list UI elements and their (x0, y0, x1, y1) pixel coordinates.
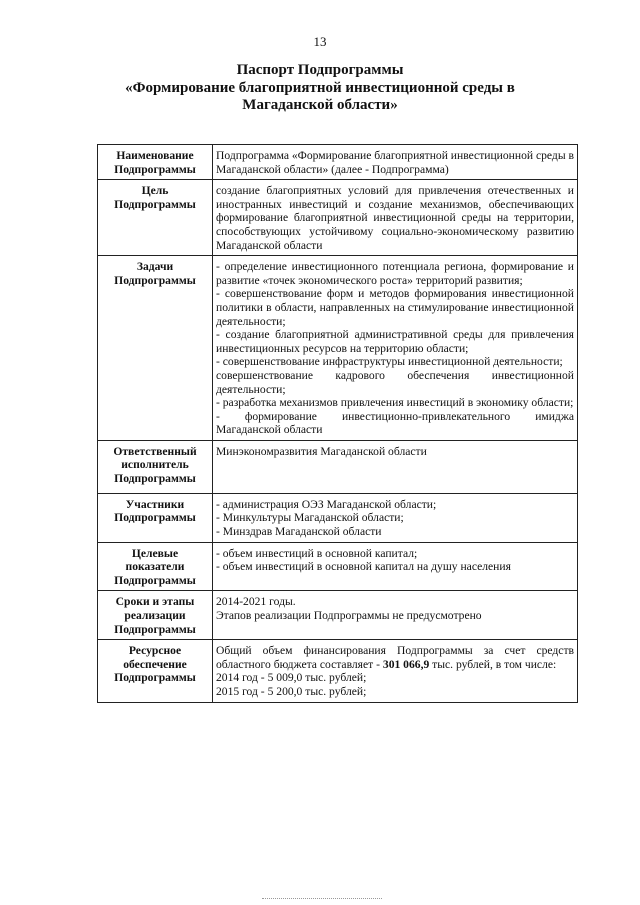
task-item: - совершенствование инфраструктуры инвестиционной деятельности; (216, 355, 563, 369)
resources-item: 2014 год - 5 009,0 тыс. рублей; (216, 671, 367, 685)
row-resources-label: Ресурсное обеспечение Подпрограммы (98, 640, 213, 702)
row-indicators-label: Целевые показатели Подпрограммы (98, 542, 213, 591)
title-line-3: Магаданской области» (242, 97, 398, 113)
row-executor (98, 440, 578, 493)
row-goal-label: Цель Подпрограммы (98, 180, 213, 256)
row-name-label: Наименование Подпрограммы (98, 145, 213, 180)
row-tasks-label: Задачи Подпрограммы (98, 256, 213, 441)
indicator-item: - объем инвестиций в основной капитал на душу населения (216, 560, 511, 574)
row-name-value: Подпрограмма «Формирование благоприятной инвестиционной среды в Магаданской области» (далее - Подпрограмма) (213, 145, 578, 180)
resources-item: 2015 год - 5 200,0 тыс. рублей; (216, 685, 367, 698)
row-participants (98, 493, 578, 542)
resources-total: 301 066,9 (382, 657, 430, 671)
row-participants-value (213, 493, 578, 542)
footer-divider (262, 898, 382, 900)
task-item: - разработка механизмов привлечения инвестиций в экономику области; (216, 396, 574, 410)
task-item: совершенствование кадрового обеспечения инвестиционной деятельности; (216, 368, 574, 396)
row-tasks (98, 256, 578, 441)
participant-item: - Минкультуры Магаданской области; (216, 511, 404, 525)
resources-intro-before: Общий объем финансирования Подпрограммы за счет средств областного бюджета составляет - (216, 644, 574, 671)
row-resources-value (213, 640, 578, 702)
row-name (98, 145, 578, 180)
task-item: - создание благоприятной административной среды для привлечения инвестиционных ресурсов на территорию области; (216, 328, 574, 355)
row-terms-label: Сроки и этапы реализации Подпрограммы (98, 591, 213, 640)
row-executor-value: Минэкономразвития Магаданской области (213, 440, 578, 493)
document-title (60, 62, 580, 115)
terms-item: Этапов реализации Подпрограммы не предусмотрено (216, 609, 482, 623)
indicator-item: - объем инвестиций в основной капитал; (216, 546, 418, 560)
task-item: - определение инвестиционного потенциала региона, формирование и развитие «точек экономического роста» территорий развития; (216, 260, 574, 287)
passport-table (97, 144, 578, 703)
task-item: - совершенствование форм и методов формирования инвестиционной политики в области, направленных на стимулирование инвестиционной деятельности; (216, 287, 574, 328)
resources-intro (216, 644, 574, 671)
row-terms-value (213, 591, 578, 640)
row-goal (98, 180, 578, 256)
page-number: 13 (313, 34, 327, 49)
task-item: - формирование инвестиционно-привлекательного имиджа Магаданской области (216, 409, 574, 437)
title-line-2: «Формирование благоприятной инвестиционной среды в (125, 79, 515, 96)
participant-item: - администрация ОЭЗ Магаданской области; (216, 497, 437, 511)
row-indicators-value (213, 542, 578, 591)
row-tasks-value (213, 256, 578, 441)
row-executor-label: Ответственный исполнитель Подпрограммы (98, 440, 213, 493)
title-line-1: Паспорт Подпрограммы (236, 62, 404, 78)
terms-item: 2014-2021 годы. (216, 595, 296, 609)
row-terms (98, 591, 578, 640)
row-resources (98, 640, 578, 702)
row-participants-label: Участники Подпрограммы (98, 493, 213, 542)
row-indicators (98, 542, 578, 591)
resources-intro-after: тыс. рублей, в том числе: (432, 657, 557, 671)
participant-item: - Минздрав Магаданской области (216, 525, 382, 539)
row-goal-value: создание благоприятных условий для привлечения отечественных и иностранных инвестиций и создание механизмов, обеспечивающих формирование благоприятной инвестиционной среды на территории, способствующих устойчивому социально-экономическому развитию Магаданской области (213, 180, 578, 256)
